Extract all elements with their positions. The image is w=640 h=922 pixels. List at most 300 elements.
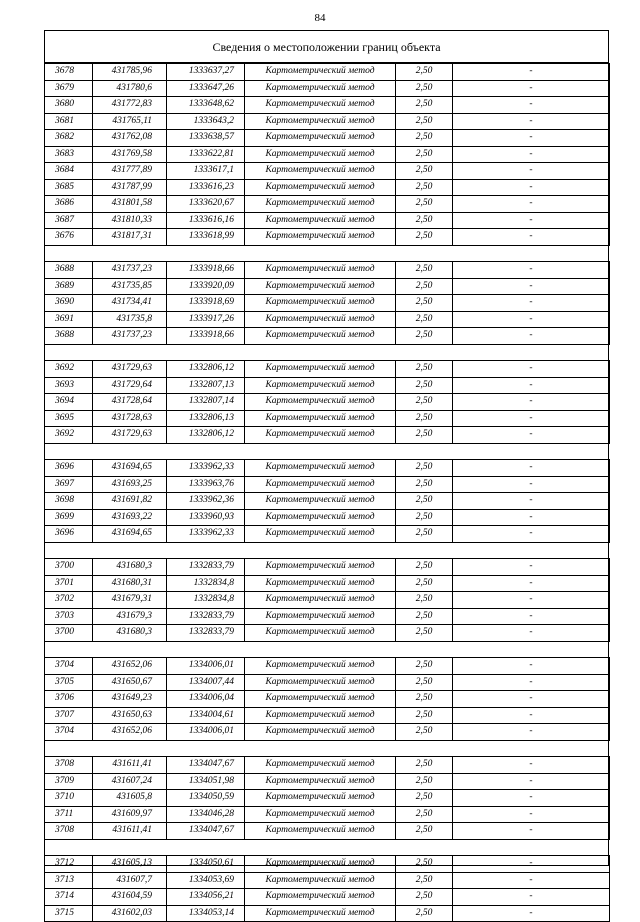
point-number-cell: 3680	[45, 97, 93, 114]
y-coordinate-cell: 1334051,98	[167, 773, 245, 790]
description-cell: -	[453, 806, 610, 823]
table-row	[45, 64, 610, 81]
method-cell: Картометрический метод	[245, 559, 396, 576]
method-cell: Картометрический метод	[245, 493, 396, 510]
accuracy-cell: 2,50	[396, 806, 453, 823]
x-coordinate-cell: 431694,65	[93, 460, 167, 477]
description-cell: -	[453, 889, 610, 906]
accuracy-cell: 2,50	[396, 625, 453, 642]
x-coordinate-cell: 431607,7	[93, 872, 167, 889]
y-coordinate-cell: 1333963,76	[167, 476, 245, 493]
description-cell: -	[453, 212, 610, 229]
method-cell: Картометрический метод	[245, 806, 396, 823]
x-coordinate-cell: 431605,8	[93, 790, 167, 807]
table-row	[45, 80, 610, 97]
table-row	[45, 410, 610, 427]
accuracy-cell: 2,50	[396, 179, 453, 196]
method-cell: Картометрический метод	[245, 526, 396, 543]
x-coordinate-cell: 431609,97	[93, 806, 167, 823]
accuracy-cell: 2,50	[396, 493, 453, 510]
description-cell: -	[453, 773, 610, 790]
method-cell: Картометрический метод	[245, 460, 396, 477]
description-cell: -	[453, 707, 610, 724]
method-cell: Картометрический метод	[245, 773, 396, 790]
separator-cell	[45, 542, 610, 559]
accuracy-cell: 2,50	[396, 509, 453, 526]
point-number-cell: 3678	[45, 64, 93, 81]
x-coordinate-cell: 431652,06	[93, 724, 167, 741]
table-row	[45, 889, 610, 906]
group-separator	[45, 839, 610, 856]
accuracy-cell: 2,50	[396, 64, 453, 81]
method-cell: Картометрический метод	[245, 328, 396, 345]
x-coordinate-cell: 431780,6	[93, 80, 167, 97]
point-number-cell: 3676	[45, 229, 93, 246]
method-cell: Картометрический метод	[245, 625, 396, 642]
x-coordinate-cell: 431693,22	[93, 509, 167, 526]
method-cell: Картометрический метод	[245, 229, 396, 246]
accuracy-cell: 2,50	[396, 592, 453, 609]
accuracy-cell: 2,50	[396, 823, 453, 840]
y-coordinate-cell: 1334006,01	[167, 658, 245, 675]
accuracy-cell: 2,50	[396, 377, 453, 394]
separator-cell	[45, 740, 610, 757]
description-cell: -	[453, 674, 610, 691]
method-cell: Картометрический метод	[245, 80, 396, 97]
y-coordinate-cell: 1333616,23	[167, 179, 245, 196]
table-row	[45, 97, 610, 114]
point-number-cell: 3685	[45, 179, 93, 196]
method-cell: Картометрический метод	[245, 856, 396, 873]
y-coordinate-cell: 1332833,79	[167, 625, 245, 642]
accuracy-cell: 2,50	[396, 575, 453, 592]
method-cell: Картометрический метод	[245, 691, 396, 708]
x-coordinate-cell: 431694,65	[93, 526, 167, 543]
x-coordinate-cell: 431787,99	[93, 179, 167, 196]
point-number-cell: 3679	[45, 80, 93, 97]
point-number-cell: 3691	[45, 311, 93, 328]
x-coordinate-cell: 431801,58	[93, 196, 167, 213]
table-row	[45, 278, 610, 295]
point-number-cell: 3701	[45, 575, 93, 592]
y-coordinate-cell: 1333638,57	[167, 130, 245, 147]
group-separator	[45, 443, 610, 460]
table-row	[45, 295, 610, 312]
method-cell: Картометрический метод	[245, 410, 396, 427]
x-coordinate-cell: 431607,24	[93, 773, 167, 790]
point-number-cell: 3700	[45, 625, 93, 642]
description-cell: -	[453, 575, 610, 592]
accuracy-cell: 2,50	[396, 889, 453, 906]
point-number-cell: 3688	[45, 262, 93, 279]
accuracy-cell: 2,50	[396, 691, 453, 708]
y-coordinate-cell: 1332806,12	[167, 427, 245, 444]
accuracy-cell: 2,50	[396, 559, 453, 576]
y-coordinate-cell: 1332806,12	[167, 361, 245, 378]
description-cell: -	[453, 509, 610, 526]
point-number-cell: 3692	[45, 361, 93, 378]
method-cell: Картометрический метод	[245, 658, 396, 675]
y-coordinate-cell: 1333647,26	[167, 80, 245, 97]
y-coordinate-cell: 1333643,2	[167, 113, 245, 130]
y-coordinate-cell: 1333962,33	[167, 460, 245, 477]
point-number-cell: 3699	[45, 509, 93, 526]
description-cell: -	[453, 691, 610, 708]
point-number-cell: 3700	[45, 559, 93, 576]
y-coordinate-cell: 1333616,16	[167, 212, 245, 229]
table-row	[45, 460, 610, 477]
y-coordinate-cell: 1334007,44	[167, 674, 245, 691]
method-cell: Картометрический метод	[245, 64, 396, 81]
table-row	[45, 113, 610, 130]
boundary-table-frame	[44, 30, 609, 918]
accuracy-cell: 2,50	[396, 146, 453, 163]
boundary-points-table	[44, 63, 610, 922]
table-row	[45, 773, 610, 790]
method-cell: Картометрический метод	[245, 394, 396, 411]
description-cell: -	[453, 130, 610, 147]
x-coordinate-cell: 431737,23	[93, 328, 167, 345]
x-coordinate-cell: 431728,64	[93, 394, 167, 411]
description-cell: -	[453, 146, 610, 163]
table-row	[45, 212, 610, 229]
description-cell: -	[453, 80, 610, 97]
table-row	[45, 229, 610, 246]
y-coordinate-cell: 1333920,09	[167, 278, 245, 295]
point-number-cell: 3688	[45, 328, 93, 345]
x-coordinate-cell: 431680,3	[93, 559, 167, 576]
method-cell: Картометрический метод	[245, 262, 396, 279]
description-cell: -	[453, 608, 610, 625]
method-cell: Картометрический метод	[245, 872, 396, 889]
method-cell: Картометрический метод	[245, 427, 396, 444]
x-coordinate-cell: 431765,11	[93, 113, 167, 130]
accuracy-cell: 2,50	[396, 278, 453, 295]
x-coordinate-cell: 431604,59	[93, 889, 167, 906]
table-row	[45, 658, 610, 675]
point-number-cell: 3682	[45, 130, 93, 147]
table-row	[45, 196, 610, 213]
point-number-cell: 3705	[45, 674, 93, 691]
separator-cell	[45, 443, 610, 460]
x-coordinate-cell: 431679,3	[93, 608, 167, 625]
method-cell: Картометрический метод	[245, 757, 396, 774]
point-number-cell: 3714	[45, 889, 93, 906]
x-coordinate-cell: 431605,13	[93, 856, 167, 873]
y-coordinate-cell: 1332806,13	[167, 410, 245, 427]
description-cell: -	[453, 394, 610, 411]
description-cell: -	[453, 113, 610, 130]
point-number-cell: 3712	[45, 856, 93, 873]
accuracy-cell: 2,50	[396, 707, 453, 724]
accuracy-cell: 2,50	[396, 724, 453, 741]
method-cell: Картометрический метод	[245, 674, 396, 691]
accuracy-cell: 2,50	[396, 476, 453, 493]
table-row	[45, 146, 610, 163]
accuracy-cell: 2,50	[396, 97, 453, 114]
x-coordinate-cell: 431650,63	[93, 707, 167, 724]
method-cell: Картометрический метод	[245, 113, 396, 130]
y-coordinate-cell: 1333618,99	[167, 229, 245, 246]
point-number-cell: 3707	[45, 707, 93, 724]
description-cell: -	[453, 856, 610, 873]
table-row	[45, 823, 610, 840]
y-coordinate-cell: 1334006,01	[167, 724, 245, 741]
method-cell: Картометрический метод	[245, 476, 396, 493]
point-number-cell: 3696	[45, 460, 93, 477]
description-cell: -	[453, 377, 610, 394]
x-coordinate-cell: 431680,3	[93, 625, 167, 642]
table-row	[45, 724, 610, 741]
description-cell: -	[453, 361, 610, 378]
y-coordinate-cell: 1333622,81	[167, 146, 245, 163]
x-coordinate-cell: 431693,25	[93, 476, 167, 493]
y-coordinate-cell: 1332833,79	[167, 608, 245, 625]
point-number-cell: 3702	[45, 592, 93, 609]
description-cell: -	[453, 64, 610, 81]
accuracy-cell: 2,50	[396, 212, 453, 229]
point-number-cell: 3708	[45, 823, 93, 840]
description-cell: -	[453, 179, 610, 196]
y-coordinate-cell: 1332833,79	[167, 559, 245, 576]
y-coordinate-cell: 1333637,27	[167, 64, 245, 81]
x-coordinate-cell: 431611,41	[93, 823, 167, 840]
table-row	[45, 559, 610, 576]
description-cell: -	[453, 724, 610, 741]
accuracy-cell: 2,50	[396, 658, 453, 675]
point-number-cell: 3711	[45, 806, 93, 823]
method-cell: Картометрический метод	[245, 889, 396, 906]
table-row	[45, 493, 610, 510]
accuracy-cell: 2,50	[396, 773, 453, 790]
method-cell: Картометрический метод	[245, 130, 396, 147]
point-number-cell: 3704	[45, 658, 93, 675]
table-row	[45, 790, 610, 807]
accuracy-cell: 2,50	[396, 229, 453, 246]
accuracy-cell: 2,50	[396, 427, 453, 444]
method-cell: Картометрический метод	[245, 509, 396, 526]
method-cell: Картометрический метод	[245, 295, 396, 312]
point-number-cell: 3684	[45, 163, 93, 180]
table-title: Сведения о местоположении границ объекта	[45, 31, 608, 63]
point-number-cell: 3687	[45, 212, 93, 229]
description-cell: -	[453, 476, 610, 493]
group-separator	[45, 245, 610, 262]
table-row	[45, 757, 610, 774]
x-coordinate-cell: 431810,33	[93, 212, 167, 229]
method-cell: Картометрический метод	[245, 707, 396, 724]
accuracy-cell: 2,50	[396, 460, 453, 477]
description-cell: -	[453, 295, 610, 312]
y-coordinate-cell: 1332807,14	[167, 394, 245, 411]
description-cell: -	[453, 229, 610, 246]
y-coordinate-cell: 1332807,13	[167, 377, 245, 394]
group-separator	[45, 740, 610, 757]
description-cell: -	[453, 460, 610, 477]
method-cell: Картометрический метод	[245, 179, 396, 196]
x-coordinate-cell: 431652,06	[93, 658, 167, 675]
description-cell: -	[453, 790, 610, 807]
y-coordinate-cell: 1332834,8	[167, 592, 245, 609]
method-cell: Картометрический метод	[245, 146, 396, 163]
x-coordinate-cell: 431679,31	[93, 592, 167, 609]
group-separator	[45, 641, 610, 658]
point-number-cell: 3703	[45, 608, 93, 625]
method-cell: Картометрический метод	[245, 790, 396, 807]
description-cell: -	[453, 262, 610, 279]
method-cell: Картометрический метод	[245, 575, 396, 592]
y-coordinate-cell: 1333960,93	[167, 509, 245, 526]
description-cell: -	[453, 625, 610, 642]
description-cell: -	[453, 196, 610, 213]
description-cell: -	[453, 872, 610, 889]
description-cell: -	[453, 757, 610, 774]
table-row	[45, 592, 610, 609]
method-cell: Картометрический метод	[245, 377, 396, 394]
method-cell: Картометрический метод	[245, 361, 396, 378]
page-number: 84	[314, 12, 326, 24]
y-coordinate-cell: 1334047,67	[167, 823, 245, 840]
y-coordinate-cell: 1333617,1	[167, 163, 245, 180]
method-cell: Картометрический метод	[245, 823, 396, 840]
description-cell: -	[453, 905, 610, 922]
x-coordinate-cell: 431769,58	[93, 146, 167, 163]
description-cell: -	[453, 493, 610, 510]
point-number-cell: 3681	[45, 113, 93, 130]
description-cell: -	[453, 311, 610, 328]
description-cell: -	[453, 97, 610, 114]
accuracy-cell: 2,50	[396, 295, 453, 312]
separator-cell	[45, 641, 610, 658]
x-coordinate-cell: 431611,41	[93, 757, 167, 774]
x-coordinate-cell: 431729,63	[93, 361, 167, 378]
accuracy-cell: 2,50	[396, 113, 453, 130]
table-row	[45, 328, 610, 345]
x-coordinate-cell: 431649,23	[93, 691, 167, 708]
point-number-cell: 3713	[45, 872, 93, 889]
y-coordinate-cell: 1333917,26	[167, 311, 245, 328]
table-row	[45, 625, 610, 642]
y-coordinate-cell: 1333648,62	[167, 97, 245, 114]
x-coordinate-cell: 431728,63	[93, 410, 167, 427]
table-row	[45, 509, 610, 526]
method-cell: Картометрический метод	[245, 278, 396, 295]
x-coordinate-cell: 431777,89	[93, 163, 167, 180]
point-number-cell: 3704	[45, 724, 93, 741]
point-number-cell: 3715	[45, 905, 93, 922]
table-row	[45, 608, 610, 625]
x-coordinate-cell: 431772,83	[93, 97, 167, 114]
point-number-cell: 3706	[45, 691, 93, 708]
y-coordinate-cell: 1333918,69	[167, 295, 245, 312]
point-number-cell: 3690	[45, 295, 93, 312]
x-coordinate-cell: 431729,63	[93, 427, 167, 444]
method-cell: Картометрический метод	[245, 724, 396, 741]
table-row	[45, 872, 610, 889]
accuracy-cell: 2,50	[396, 130, 453, 147]
y-coordinate-cell: 1334047,67	[167, 757, 245, 774]
accuracy-cell: 2,50	[396, 905, 453, 922]
point-number-cell: 3710	[45, 790, 93, 807]
table-row	[45, 526, 610, 543]
accuracy-cell: 2,50	[396, 163, 453, 180]
method-cell: Картометрический метод	[245, 592, 396, 609]
table-row	[45, 806, 610, 823]
y-coordinate-cell: 1334053,14	[167, 905, 245, 922]
method-cell: Картометрический метод	[245, 608, 396, 625]
accuracy-cell: 2,50	[396, 361, 453, 378]
accuracy-cell: 2,50	[396, 196, 453, 213]
x-coordinate-cell: 431737,23	[93, 262, 167, 279]
point-number-cell: 3683	[45, 146, 93, 163]
point-number-cell: 3689	[45, 278, 93, 295]
point-number-cell: 3697	[45, 476, 93, 493]
table-row	[45, 361, 610, 378]
accuracy-cell: 2,50	[396, 410, 453, 427]
table-row	[45, 179, 610, 196]
point-number-cell: 3692	[45, 427, 93, 444]
table-row	[45, 674, 610, 691]
y-coordinate-cell: 1332834,8	[167, 575, 245, 592]
method-cell: Картометрический метод	[245, 97, 396, 114]
point-number-cell: 3694	[45, 394, 93, 411]
separator-cell	[45, 344, 610, 361]
point-number-cell: 3695	[45, 410, 93, 427]
accuracy-cell: 2,50	[396, 328, 453, 345]
x-coordinate-cell: 431734,41	[93, 295, 167, 312]
description-cell: -	[453, 559, 610, 576]
y-coordinate-cell: 1334050,59	[167, 790, 245, 807]
x-coordinate-cell: 431735,8	[93, 311, 167, 328]
y-coordinate-cell: 1334046,28	[167, 806, 245, 823]
y-coordinate-cell: 1334006,04	[167, 691, 245, 708]
group-separator	[45, 344, 610, 361]
group-separator	[45, 542, 610, 559]
description-cell: -	[453, 658, 610, 675]
method-cell: Картометрический метод	[245, 163, 396, 180]
x-coordinate-cell: 431602,03	[93, 905, 167, 922]
accuracy-cell: 2,50	[396, 674, 453, 691]
accuracy-cell: 2,50	[396, 608, 453, 625]
point-number-cell: 3698	[45, 493, 93, 510]
accuracy-cell: 2,50	[396, 311, 453, 328]
accuracy-cell: 2,50	[396, 526, 453, 543]
x-coordinate-cell: 431762,08	[93, 130, 167, 147]
description-cell: -	[453, 278, 610, 295]
accuracy-cell: 2,50	[396, 872, 453, 889]
table-row	[45, 394, 610, 411]
table-row	[45, 262, 610, 279]
x-coordinate-cell: 431785,96	[93, 64, 167, 81]
table-row	[45, 905, 610, 922]
description-cell: -	[453, 328, 610, 345]
y-coordinate-cell: 1333620,67	[167, 196, 245, 213]
point-number-cell: 3693	[45, 377, 93, 394]
separator-cell	[45, 245, 610, 262]
y-coordinate-cell: 1333918,66	[167, 328, 245, 345]
table-row	[45, 427, 610, 444]
accuracy-cell: 2,50	[396, 790, 453, 807]
y-coordinate-cell: 1334050,61	[167, 856, 245, 873]
table-row	[45, 377, 610, 394]
method-cell: Картометрический метод	[245, 311, 396, 328]
x-coordinate-cell: 431729,64	[93, 377, 167, 394]
table-row	[45, 476, 610, 493]
table-row	[45, 575, 610, 592]
description-cell: -	[453, 427, 610, 444]
table-row	[45, 130, 610, 147]
table-row	[45, 691, 610, 708]
